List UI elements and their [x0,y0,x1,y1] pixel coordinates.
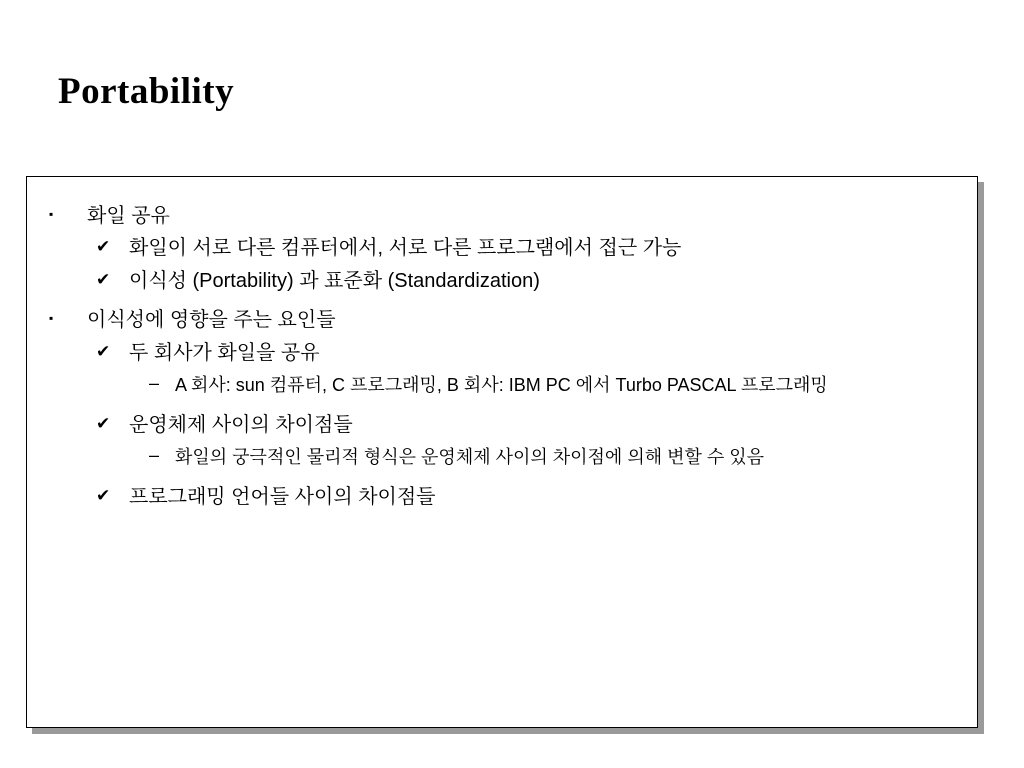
list-item-label: 화일 공유 [87,205,170,227]
list-item-label: 두 회사가 화일을 공유 [129,341,320,364]
list-item [49,484,957,510]
list-item-label: 이식성에 영향을 주는 요인들 [87,309,336,332]
check-bullet-icon: ✔ [96,341,111,361]
spacer [49,405,957,412]
list-item [49,340,957,366]
list-item [49,412,957,438]
list-item [49,235,957,261]
square-bullet-icon: ▪ [49,207,54,221]
content-box [26,176,978,728]
bullet-list [27,177,977,511]
list-item-label: 운영체제 사이의 차이점들 [129,413,353,436]
list-item-label: A 회사: sun 컴퓨터, C 프로그래밍, B 회사: IBM PC 에서 Turbo PASCAL 프로그래밍 [175,374,828,395]
list-item-label: 프로그래밍 언어들 사이의 차이점들 [129,486,436,509]
list-item [49,307,957,333]
dash-bullet-icon: – [149,445,160,466]
page-title: Portability [58,71,235,112]
check-bullet-icon: ✔ [96,269,111,289]
square-bullet-icon: ▪ [49,311,54,326]
dash-bullet-icon: – [149,372,160,393]
spacer [49,477,957,484]
check-bullet-icon: ✔ [96,237,111,257]
list-item [49,372,957,399]
list-item-label: 화일의 궁극적인 물리적 형식은 운영체제 사이의 차이점에 의해 변할 수 있음 [175,447,765,468]
spacer [49,300,957,307]
list-item [49,268,957,294]
list-item [49,444,957,471]
check-bullet-icon: ✔ [96,486,111,506]
check-bullet-icon: ✔ [96,413,111,433]
list-item [49,203,957,229]
list-item-label: 화일이 서로 다른 컴퓨터에서, 서로 다른 프로그램에서 접근 가능 [129,237,682,260]
list-item-label: 이식성 (Portability) 과 표준화 (Standardization) [129,269,540,292]
